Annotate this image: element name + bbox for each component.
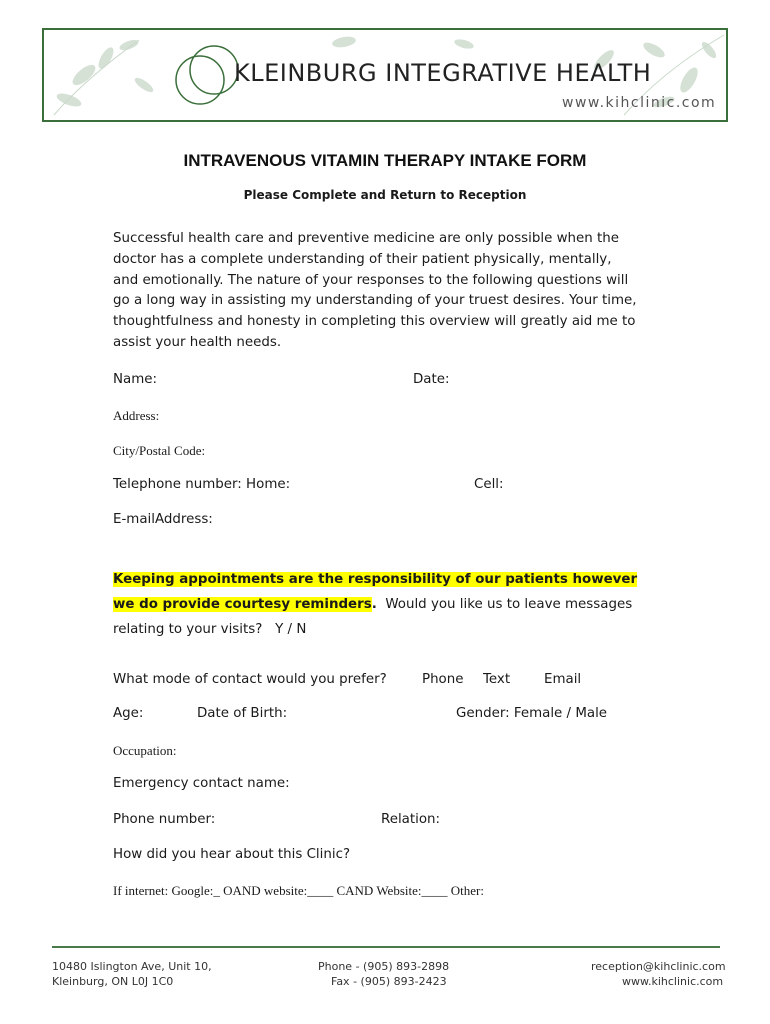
date-field-label[interactable]: Date: xyxy=(413,372,450,387)
referral-question: How did you hear about this Clinic? xyxy=(113,847,351,862)
footer-email[interactable]: reception@kihclinic.com xyxy=(591,960,726,973)
intro-line: go a long way in assisting my understanding of your truest desires. Your time, xyxy=(113,293,637,309)
cell-field-label[interactable]: Cell: xyxy=(474,477,504,492)
footer-address-line2: Kleinburg, ON L0J 1C0 xyxy=(52,975,174,988)
contact-mode-question: What mode of contact would you prefer? xyxy=(113,672,387,687)
telephone-home-field-label[interactable]: Telephone number: Home: xyxy=(113,477,291,492)
messages-question-cont: relating to your visits? xyxy=(113,622,263,637)
form-title: INTRAVENOUS VITAMIN THERAPY INTAKE FORM xyxy=(183,151,587,170)
dob-field-label[interactable]: Date of Birth: xyxy=(197,706,288,721)
contact-option-phone[interactable]: Phone xyxy=(422,672,464,687)
header-banner xyxy=(42,28,728,122)
intro-line: and emotionally. The nature of your responses to the following questions will xyxy=(113,272,629,288)
referral-options[interactable]: If internet: Google:_ OAND website:____ CAND Website:____ Other: xyxy=(113,883,484,898)
city-postal-field-label[interactable]: City/Postal Code: xyxy=(113,443,206,458)
email-field-label[interactable]: E-mailAddress: xyxy=(113,512,213,527)
gender-field-label[interactable]: Gender: Female / Male xyxy=(456,706,608,721)
relation-field-label[interactable]: Relation: xyxy=(381,812,441,827)
intro-line: assist your health needs. xyxy=(113,334,282,350)
highlighted-notice: Keeping appointments are the responsibility of our patients however xyxy=(113,572,638,587)
intro-line: thoughtfulness and honesty in completing this overview will greatly aid me to xyxy=(113,314,636,330)
contact-option-text[interactable]: Text xyxy=(483,672,511,687)
footer-website[interactable]: www.kihclinic.com xyxy=(622,975,724,988)
logo-rings-icon xyxy=(172,40,242,110)
notice-period: . xyxy=(371,597,377,612)
footer-fax: Fax - (905) 893-2423 xyxy=(331,975,447,988)
emergency-phone-field-label[interactable]: Phone number: xyxy=(113,812,216,827)
name-field-label[interactable]: Name: xyxy=(113,372,158,387)
intro-line: Successful health care and preventive medicine are only possible when the xyxy=(113,231,619,246)
appointment-notice-line3 xyxy=(113,622,306,637)
yes-no-choice[interactable]: Y / N xyxy=(275,622,307,637)
appointment-notice-line1 xyxy=(113,572,637,587)
form-subtitle: Please Complete and Return to Reception xyxy=(243,188,527,202)
age-field-label[interactable]: Age: xyxy=(113,706,144,721)
messages-question: Would you like us to leave messages xyxy=(385,597,633,612)
intro-line: doctor has a complete understanding of their patient physically, mentally, xyxy=(113,251,612,267)
emergency-contact-field-label[interactable]: Emergency contact name: xyxy=(113,776,290,791)
address-field-label[interactable]: Address: xyxy=(113,408,160,423)
clinic-website[interactable]: www.kihclinic.com xyxy=(562,95,717,111)
contact-option-email[interactable]: Email xyxy=(544,672,582,687)
occupation-field-label[interactable]: Occupation: xyxy=(113,743,177,758)
clinic-name: KLEINBURG INTEGRATIVE HEALTH xyxy=(234,59,652,87)
footer-phone: Phone - (905) 893-2898 xyxy=(318,960,450,973)
highlighted-notice: we do provide courtesy reminders xyxy=(113,597,372,612)
footer-address-line1: 10480 Islington Ave, Unit 10, xyxy=(52,960,212,973)
footer-divider xyxy=(52,946,720,948)
appointment-notice-line2 xyxy=(113,597,632,612)
intro-paragraph xyxy=(113,229,673,354)
